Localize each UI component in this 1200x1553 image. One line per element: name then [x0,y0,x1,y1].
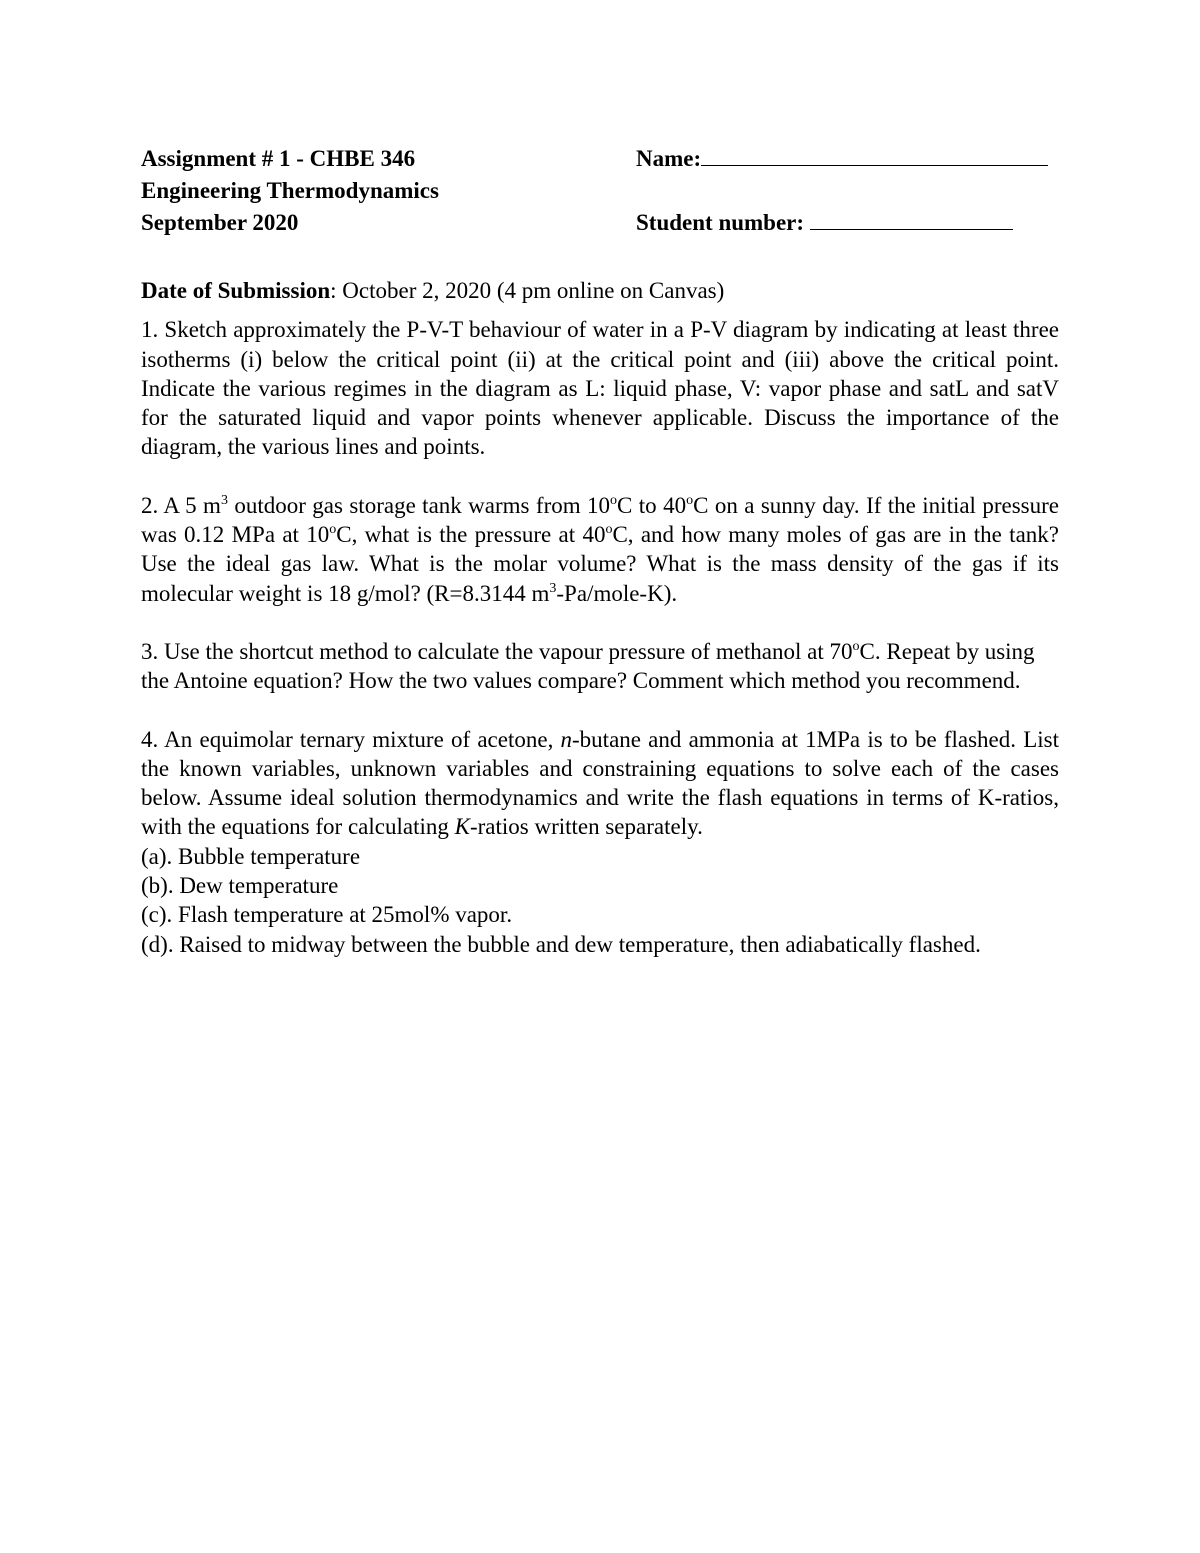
name-label: Name: [636,146,702,171]
question-4: 4. An equimolar ternary mixture of acetone, n-butane and ammonia at 1MPa is to be flashed. List the known variables, unknown variables and constraining equations to solve each of the cases below. Assume ideal solution thermodynamics and write the flash equations in terms of K-ratios, with the equations for calculating K-ratios written separately. [141,726,1059,840]
header-right [636,143,1048,239]
student-number-blank[interactable] [810,207,1013,230]
assignment-title: Assignment # 1 - CHBE 346 [141,146,416,171]
name-blank[interactable] [701,143,1048,166]
assignment-body [141,276,1059,959]
spacer [636,175,1048,207]
submission-label: Date of Submission [141,278,331,303]
student-number-line [636,207,1048,239]
submission-date [141,276,1059,305]
course-name: Engineering Thermodynamics [141,178,439,203]
header-left [141,143,439,239]
question-3: 3. Use the shortcut method to calculate the vapour pressure of methanol at 70$^o$C. Repeat by using the Antoine equation? How the two values compare? Comment which method you recommend. [141,638,1035,694]
question-4-part-c: (c). Flash temperature at 25mol% vapor. [141,902,513,928]
question-4-part-a: (a). Bubble temperature [141,843,361,869]
student-number-label: Student number: [636,210,805,235]
submission-value: : October 2, 2020 (4 pm online on Canvas) [330,278,725,303]
term: September 2020 [141,210,299,235]
question-4-part-b: (b). Dew temperature [141,873,339,899]
question-1: 1. Sketch approximately the P-V-T behaviour of water in a P-V diagram by indicating at least three isotherms (i) below the critical point (ii) at the critical point and (iii) above the critical point. Indicate the various regimes in the diagram as L: liquid phase, V: vapor phase and satL and satV for the saturated liquid and vapor points whenever applicable. Discuss the importance of the diagram, the various lines and points. [141,317,1059,460]
question-2: 2. A 5 $m^3$ outdoor gas storage tank warms from 10$^o$C to 40$^o$C on a sunny day. If the initial pressure was 0.12 MPa at 10$^o$C, what is the pressure at 40$^o$C, and how many moles of gas are in the tank? Use the ideal gas law. What is the molar volume? What is the mass density of the gas if its molecular weight is 18 g/mol? (R=8.3144 $m^3-Pa/mole-K$). [141,492,1059,606]
question-4-part-d: (d). Raised to midway between the bubble and dew temperature, then adiabatically flashed. [141,931,981,957]
name-line [636,143,1048,175]
